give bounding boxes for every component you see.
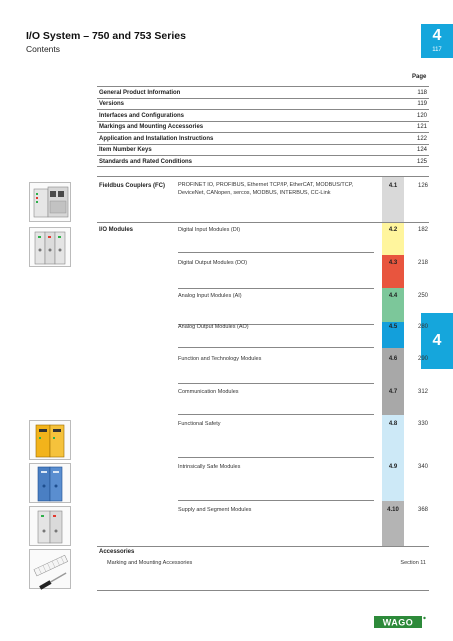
toc-row[interactable] (97, 98, 429, 110)
io-entry-communication[interactable]: Communication Modules (178, 389, 239, 395)
row-divider (178, 252, 374, 253)
io-page-safety[interactable]: 330 (417, 421, 428, 427)
io-entry-supply[interactable]: Supply and Segment Modules (178, 507, 252, 513)
brand-logo (374, 615, 426, 627)
io-page-function[interactable]: 290 (417, 356, 428, 362)
fieldbus-description[interactable]: PROFINET IO, PROFIBUS, Ethernet TCP/IP, EtherCAT, MODBUS/TCP, DeviceNet, CANopen, sercos, MODBUS, INTERBUS, CC-Link (178, 182, 354, 196)
fieldbus-category: Fieldbus Couplers (FC) (99, 183, 165, 189)
io-code-intrinsic: 4.9 (388, 464, 398, 470)
chapter-tab[interactable] (421, 24, 453, 58)
io-code-ao: 4.5 (388, 324, 398, 330)
io-entry-di[interactable]: Digital Input Modules (DI) (178, 227, 241, 233)
io-code-communication: 4.7 (388, 389, 398, 395)
accessories-reference[interactable]: Section 11 (400, 560, 426, 566)
toc-label: Versions (99, 101, 125, 107)
row-divider (178, 414, 374, 415)
intrinsically-safe-module-image (29, 463, 71, 503)
io-entry-safety[interactable]: Functional Safety (178, 421, 221, 427)
io-entry-intrinsic[interactable]: Intrinsically Safe Modules (178, 464, 241, 470)
document-title: I/O System – 750 and 753 Series (26, 30, 186, 42)
io-page-di[interactable]: 182 (417, 227, 428, 233)
row-divider (178, 383, 374, 384)
marking-accessories-image (29, 549, 71, 589)
toc-row[interactable] (97, 86, 429, 98)
io-code-supply: 4.10 (387, 507, 399, 513)
section-divider (97, 222, 429, 223)
io-entry-ao[interactable]: Analog Output Modules (AO) (178, 324, 249, 330)
io-code-function: 4.6 (388, 356, 398, 362)
side-chapter-tab[interactable]: 4 (421, 313, 453, 369)
toc-page: 121 (416, 124, 427, 130)
chapter-tab-page: 117 (432, 47, 442, 53)
toc-page: 124 (416, 147, 427, 153)
document-subtitle: Contents (26, 44, 61, 54)
fieldbus-coupler-image (29, 182, 71, 222)
toc-label: Application and Installation Instructions (99, 135, 214, 142)
svg-text:WAGO: WAGO (382, 617, 414, 628)
io-code-safety: 4.8 (388, 421, 398, 427)
general-toc (97, 86, 429, 167)
toc-label: Interfaces and Configurations (99, 112, 185, 119)
io-code-ai: 4.4 (388, 293, 398, 299)
io-page-do[interactable]: 218 (417, 260, 428, 266)
io-entry-do[interactable]: Digital Output Modules (DO) (178, 260, 248, 266)
toc-row[interactable] (97, 132, 429, 144)
row-divider (178, 500, 374, 501)
io-module-image (29, 227, 71, 267)
toc-label: Item Number Keys (99, 147, 152, 153)
row-divider (178, 347, 374, 348)
io-page-communication[interactable]: 312 (417, 389, 428, 395)
toc-page: 125 (416, 158, 427, 165)
chapter-tab-number: 4 (432, 27, 442, 44)
io-code-di: 4.2 (388, 227, 398, 233)
io-page-intrinsic[interactable]: 340 (417, 464, 428, 470)
toc-label: General Product Information (99, 89, 181, 96)
row-divider (178, 288, 374, 289)
toc-page: 119 (417, 101, 427, 107)
section-divider (97, 590, 429, 591)
io-entry-ai[interactable]: Analog Input Modules (AI) (178, 293, 242, 299)
io-page-ao[interactable]: 280 (417, 324, 428, 330)
toc-label: Markings and Mounting Accessories (99, 124, 204, 130)
supply-module-image (29, 506, 71, 546)
io-entry-function[interactable]: Function and Technology Modules (178, 356, 262, 362)
io-code-do: 4.3 (388, 260, 398, 266)
accessories-category: Accessories (99, 549, 135, 555)
toc-row[interactable] (97, 121, 429, 133)
accessories-item[interactable]: Marking and Mounting Accessories (107, 560, 193, 566)
toc-label: Standards and Rated Conditions (99, 158, 193, 165)
functional-safety-module-image (29, 420, 71, 460)
section-divider (97, 546, 429, 547)
fieldbus-code: 4.1 (388, 183, 398, 189)
toc-row[interactable] (97, 155, 429, 167)
fieldbus-page[interactable]: 126 (417, 183, 428, 189)
toc-row[interactable] (97, 144, 429, 156)
io-page-supply[interactable]: 368 (417, 507, 428, 513)
toc-page: 122 (416, 135, 427, 142)
toc-page: 118 (417, 89, 427, 96)
toc-page: 120 (416, 112, 427, 119)
row-divider (178, 457, 374, 458)
section-divider (97, 176, 429, 177)
io-page-ai[interactable]: 250 (417, 293, 428, 299)
io-category: I/O Modules (99, 227, 134, 233)
page-column-label: Page (412, 74, 427, 80)
toc-row[interactable] (97, 109, 429, 121)
